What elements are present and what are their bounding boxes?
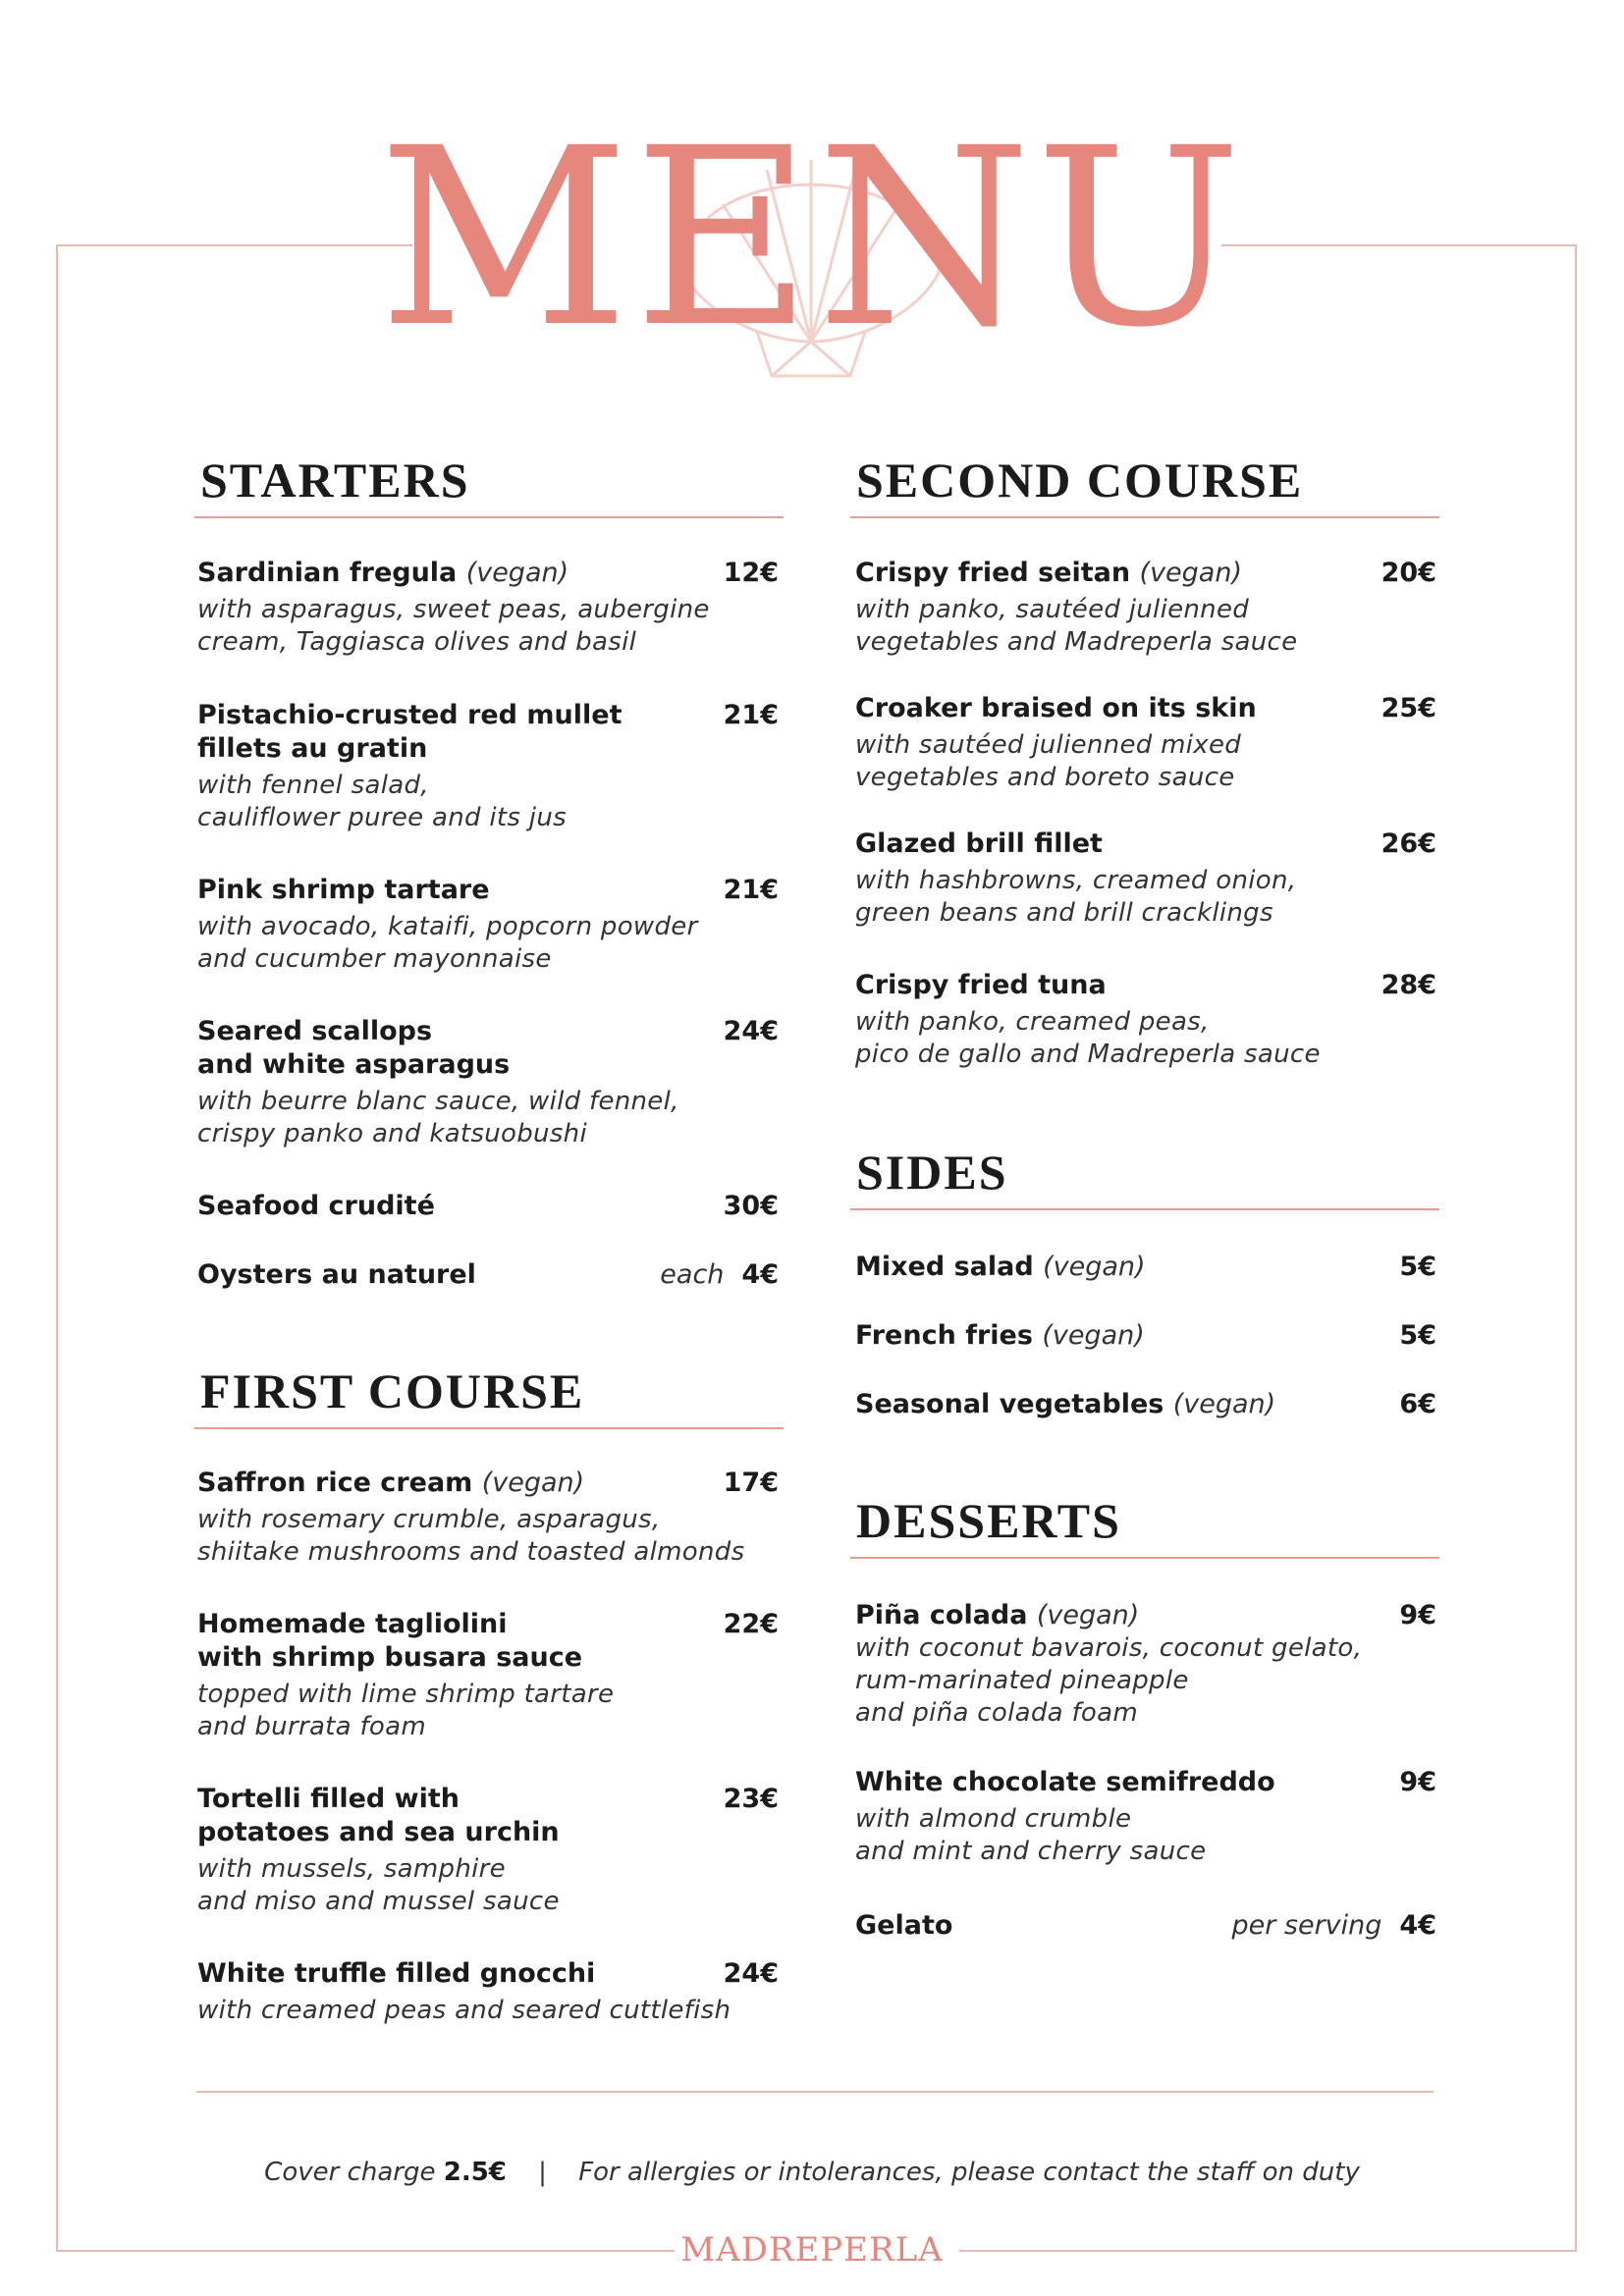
item-name: Oysters au naturel bbox=[197, 1259, 476, 1290]
item-description: with almond crumble and mint and cherry sauce bbox=[855, 1804, 1207, 1866]
menu-item bbox=[197, 1783, 779, 1918]
item-price: 26€ bbox=[1380, 828, 1436, 859]
item-description: with panko, creamed peas, pico de gallo and Madreperla sauce bbox=[855, 1007, 1321, 1069]
desserts-section bbox=[850, 1492, 1439, 1559]
desserts-items bbox=[855, 1599, 1436, 1941]
section-rule bbox=[194, 1427, 784, 1429]
item-price: 9€ bbox=[1399, 1767, 1436, 1797]
item-description: with panko, sautéed julienned vegetables and Madreperla sauce bbox=[855, 595, 1298, 657]
item-price: 12€ bbox=[723, 558, 779, 588]
section-heading: STARTERS bbox=[200, 453, 470, 507]
vegan-tag: (vegan) bbox=[1043, 1252, 1146, 1282]
starters-section bbox=[194, 452, 784, 518]
item-description: with beurre blanc sauce, wild fennel, crispy panko and katsuobushi bbox=[197, 1087, 679, 1148]
menu-item bbox=[855, 1909, 1436, 1943]
menu-item bbox=[855, 692, 1436, 794]
sides-section bbox=[850, 1144, 1439, 1210]
item-name: Glazed brill fillet bbox=[855, 828, 1103, 859]
menu-item bbox=[197, 1015, 779, 1150]
menu-item bbox=[855, 1599, 1436, 1730]
item-name: Croaker braised on its skin bbox=[855, 693, 1257, 723]
menu-item bbox=[197, 1258, 779, 1292]
second-course-section bbox=[850, 452, 1439, 518]
footer-separator: | bbox=[538, 2158, 547, 2187]
item-name: Seafood crudité bbox=[197, 1191, 435, 1221]
sides-items bbox=[855, 1251, 1436, 1427]
section-rule bbox=[194, 516, 784, 518]
item-price: 6€ bbox=[1399, 1389, 1436, 1419]
item-description: with avocado, kataifi, popcorn powder and cucumber mayonnaise bbox=[197, 912, 698, 974]
vegan-tag: (vegan) bbox=[1036, 1600, 1140, 1630]
item-name: Saffron rice cream (vegan) bbox=[197, 1468, 585, 1498]
item-price: 21€ bbox=[723, 700, 779, 730]
item-price: each 4€ bbox=[660, 1259, 779, 1290]
item-price: 9€ bbox=[1399, 1600, 1436, 1630]
item-name: Piña colada (vegan) bbox=[855, 1600, 1140, 1630]
section-heading: SIDES bbox=[856, 1145, 1008, 1200]
item-name: Mixed salad (vegan) bbox=[855, 1252, 1146, 1282]
menu-item bbox=[197, 1608, 779, 1743]
section-rule bbox=[850, 1208, 1439, 1210]
item-price: 22€ bbox=[723, 1609, 779, 1639]
footer-note bbox=[0, 2158, 1624, 2187]
item-description: with rosemary crumble, asparagus, shiitake mushrooms and toasted almonds bbox=[197, 1505, 745, 1567]
item-name: Pink shrimp tartare bbox=[197, 875, 490, 905]
item-price: 20€ bbox=[1380, 558, 1436, 588]
item-price: 23€ bbox=[723, 1784, 779, 1814]
frame-right bbox=[1575, 244, 1577, 2252]
item-name: French fries (vegan) bbox=[855, 1320, 1145, 1351]
item-description: with fennel salad, cauliflower puree and its jus bbox=[197, 771, 567, 832]
first-course-items bbox=[197, 1467, 779, 2046]
menu-item bbox=[197, 874, 779, 976]
vegan-tag: (vegan) bbox=[465, 558, 569, 588]
item-name: Gelato bbox=[855, 1910, 953, 1941]
item-price: 24€ bbox=[723, 1958, 779, 1989]
cover-charge-label: Cover charge bbox=[264, 2158, 436, 2187]
price-unit: each bbox=[660, 1259, 725, 1290]
item-description: topped with lime shrimp tartare and burrata foam bbox=[197, 1680, 615, 1741]
cover-charge-value: 2.5€ bbox=[443, 2158, 507, 2187]
footer-rule bbox=[196, 2091, 1434, 2093]
menu-item bbox=[197, 699, 779, 834]
item-price: 28€ bbox=[1380, 970, 1436, 1000]
menu-item bbox=[855, 1319, 1436, 1353]
menu-item bbox=[197, 1467, 779, 1569]
item-name: Crispy fried seitan (vegan) bbox=[855, 558, 1242, 588]
item-price: 17€ bbox=[723, 1468, 779, 1498]
menu-item bbox=[855, 1766, 1436, 1868]
starters-items bbox=[197, 557, 779, 1290]
section-heading: FIRST COURSE bbox=[200, 1363, 585, 1418]
brand-logo: MADREPERLA bbox=[680, 2230, 944, 2269]
item-name: Crispy fried tuna bbox=[855, 970, 1107, 1000]
item-name: Seasonal vegetables (vegan) bbox=[855, 1389, 1276, 1419]
item-price: per serving 4€ bbox=[1231, 1910, 1436, 1941]
item-name: White truffle filled gnocchi bbox=[197, 1958, 596, 1989]
item-name: White chocolate semifreddo bbox=[855, 1767, 1275, 1797]
allergy-note: For allergies or intolerances, please contact the staff on duty bbox=[578, 2158, 1360, 2187]
menu-item bbox=[855, 1251, 1436, 1284]
menu-item bbox=[197, 557, 779, 659]
item-description: with creamed peas and seared cuttlefish bbox=[197, 1996, 731, 2025]
item-name: Pistachio-crusted red mullet fillets au gratin bbox=[197, 700, 623, 764]
section-heading: DESSERTS bbox=[856, 1493, 1121, 1548]
item-name: Homemade tagliolini with shrimp busara sauce bbox=[197, 1609, 583, 1673]
menu-item bbox=[855, 969, 1436, 1071]
vegan-tag: (vegan) bbox=[1042, 1320, 1145, 1351]
menu-item bbox=[197, 1957, 779, 2027]
item-price: 5€ bbox=[1399, 1252, 1436, 1282]
first-course-section bbox=[194, 1362, 784, 1429]
menu-item bbox=[197, 1190, 779, 1223]
section-rule bbox=[850, 516, 1439, 518]
item-description: with mussels, samphire and miso and mussel sauce bbox=[197, 1854, 560, 1916]
item-description: with coconut bavarois, coconut gelato, rum-marinated pineapple and piña colada foam bbox=[855, 1633, 1363, 1728]
item-price: 24€ bbox=[723, 1016, 779, 1046]
menu-item bbox=[855, 828, 1436, 930]
menu-title: MENU bbox=[378, 95, 1246, 381]
vegan-tag: (vegan) bbox=[1172, 1389, 1276, 1419]
section-rule bbox=[850, 1557, 1439, 1559]
item-description: with sautéed julienned mixed vegetables and boreto sauce bbox=[855, 730, 1242, 792]
item-name: Sardinian fregula (vegan) bbox=[197, 558, 569, 588]
item-price: 25€ bbox=[1380, 693, 1436, 723]
item-description: with asparagus, sweet peas, aubergine cream, Taggiasca olives and basil bbox=[197, 595, 710, 657]
item-name: Seared scallops and white asparagus bbox=[197, 1016, 511, 1080]
item-name: Tortelli filled with potatoes and sea urchin bbox=[197, 1784, 560, 1847]
menu-item bbox=[855, 557, 1436, 659]
section-heading: SECOND COURSE bbox=[856, 453, 1304, 507]
frame-left bbox=[56, 244, 58, 2252]
price-unit: per serving bbox=[1231, 1910, 1382, 1941]
vegan-tag: (vegan) bbox=[1139, 558, 1242, 588]
menu-item bbox=[855, 1388, 1436, 1421]
item-price: 21€ bbox=[723, 875, 779, 905]
second-course-items bbox=[855, 557, 1436, 1087]
item-price: 30€ bbox=[723, 1191, 779, 1221]
vegan-tag: (vegan) bbox=[481, 1468, 585, 1498]
item-description: with hashbrowns, creamed onion, green beans and brill cracklings bbox=[855, 866, 1297, 928]
item-price: 5€ bbox=[1399, 1320, 1436, 1351]
